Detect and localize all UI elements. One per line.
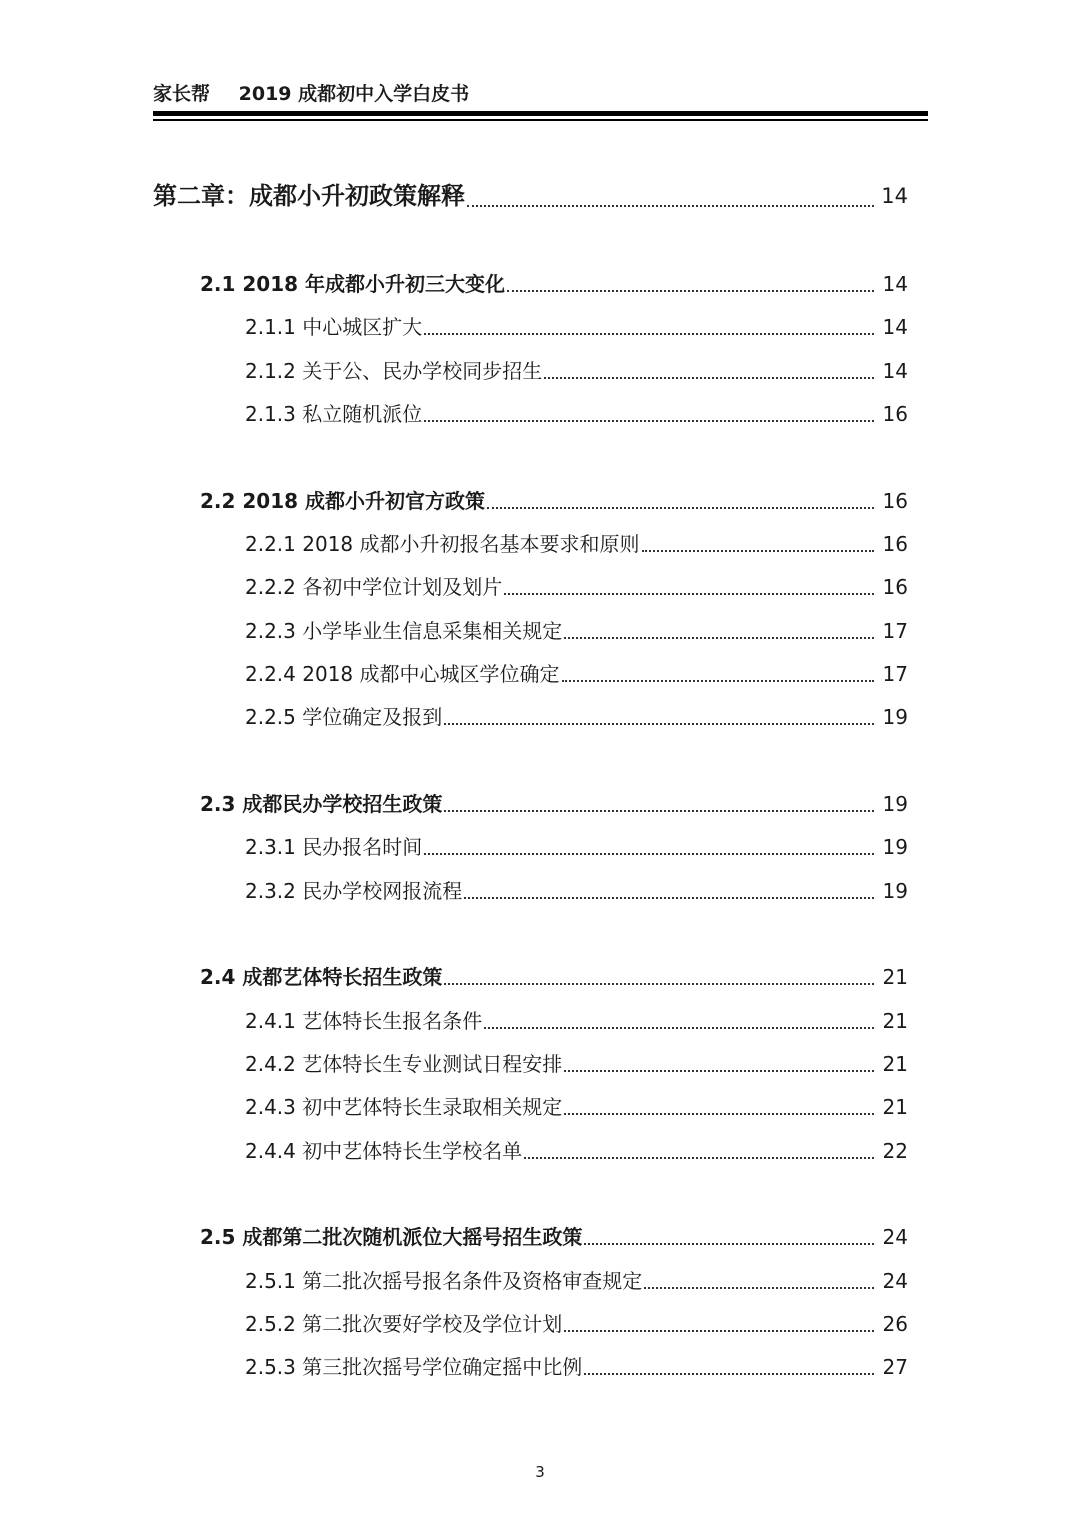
toc-page-number: 26 bbox=[882, 1312, 908, 1336]
toc-page-number: 17 bbox=[882, 662, 908, 686]
toc-page-number: 16 bbox=[882, 489, 908, 513]
toc-dot-leader bbox=[564, 1113, 874, 1115]
toc-page-number: 14 bbox=[882, 272, 908, 296]
toc-subsection[interactable] bbox=[245, 529, 908, 559]
toc-entry-title: 2.3 成都民办学校招生政策 bbox=[200, 792, 443, 816]
toc-section[interactable] bbox=[200, 789, 908, 819]
toc-subsection[interactable] bbox=[245, 1352, 908, 1382]
toc-dot-leader bbox=[424, 853, 874, 855]
toc-entry-title: 第二章：成都小升初政策解释 bbox=[153, 182, 465, 210]
toc-dot-leader bbox=[564, 637, 874, 639]
toc-dot-leader bbox=[524, 1157, 874, 1159]
toc-page-number: 27 bbox=[882, 1355, 908, 1379]
toc-subsection[interactable] bbox=[245, 572, 908, 602]
toc-entry-title: 2.4.2 艺体特长生专业测试日程安排 bbox=[245, 1052, 563, 1076]
toc-dot-leader bbox=[642, 550, 874, 552]
toc-entry-title: 2.2.1 2018 成都小升初报名基本要求和原则 bbox=[245, 532, 640, 556]
toc-entry-title: 2.4.4 初中艺体特长生学校名单 bbox=[245, 1139, 523, 1163]
toc-page-number: 16 bbox=[882, 402, 908, 426]
toc-entry-title: 2.1.2 关于公、民办学校同步招生 bbox=[245, 359, 543, 383]
toc-dot-leader bbox=[444, 723, 874, 725]
toc-entry-title: 2.5.1 第二批次摇号报名条件及资格审查规定 bbox=[245, 1269, 643, 1293]
toc-section[interactable] bbox=[200, 1222, 908, 1252]
toc-subsection[interactable] bbox=[245, 1309, 908, 1339]
toc-page-number: 19 bbox=[882, 835, 908, 859]
toc-dot-leader bbox=[544, 377, 874, 379]
toc-dot-leader bbox=[562, 680, 874, 682]
toc-section[interactable] bbox=[200, 269, 908, 299]
toc-dot-leader bbox=[564, 1070, 874, 1072]
toc-entry-title: 2.3.1 民办报名时间 bbox=[245, 835, 423, 859]
toc-subsection[interactable] bbox=[245, 1049, 908, 1079]
toc-entry-title: 2.2.5 学位确定及报到 bbox=[245, 705, 443, 729]
toc-entry-title: 2.2.3 小学毕业生信息采集相关规定 bbox=[245, 619, 563, 643]
toc-subsection[interactable] bbox=[245, 832, 908, 862]
toc-page-number: 19 bbox=[882, 705, 908, 729]
toc-subsection[interactable] bbox=[245, 399, 908, 429]
toc-subsection[interactable] bbox=[245, 1136, 908, 1166]
toc-page-number: 14 bbox=[881, 184, 908, 208]
toc-entry-title: 2.4 成都艺体特长招生政策 bbox=[200, 965, 443, 989]
toc-page-number: 21 bbox=[882, 965, 908, 989]
toc-entry-title: 2.1 2018 年成都小升初三大变化 bbox=[200, 272, 506, 296]
page-number: 3 bbox=[535, 1463, 545, 1481]
toc-dot-leader bbox=[644, 1287, 874, 1289]
toc-dot-leader bbox=[424, 333, 874, 335]
toc-entry-title: 2.2 2018 成都小升初官方政策 bbox=[200, 489, 486, 513]
toc-page-number: 17 bbox=[882, 619, 908, 643]
toc-section[interactable] bbox=[200, 962, 908, 992]
toc-dot-leader bbox=[444, 810, 874, 812]
toc-entry-title: 2.3.2 民办学校网报流程 bbox=[245, 879, 463, 903]
toc-subsection[interactable] bbox=[245, 1266, 908, 1296]
toc-entry-title: 2.5 成都第二批次随机派位大摇号招生政策 bbox=[200, 1225, 583, 1249]
toc-page-number: 24 bbox=[882, 1225, 908, 1249]
toc-subsection[interactable] bbox=[245, 702, 908, 732]
toc-chapter[interactable] bbox=[153, 178, 908, 214]
toc-entry-title: 2.4.3 初中艺体特长生录取相关规定 bbox=[245, 1095, 563, 1119]
toc-dot-leader bbox=[564, 1330, 874, 1332]
toc-subsection[interactable] bbox=[245, 312, 908, 342]
toc-subsection[interactable] bbox=[245, 356, 908, 386]
toc-subsection[interactable] bbox=[245, 1006, 908, 1036]
toc-dot-leader bbox=[467, 205, 874, 207]
toc-entry-title: 2.1.1 中心城区扩大 bbox=[245, 315, 423, 339]
toc-entry-title: 2.5.2 第二批次要好学校及学位计划 bbox=[245, 1312, 563, 1336]
toc-page-number: 22 bbox=[882, 1139, 908, 1163]
toc-entry-title: 2.5.3 第三批次摇号学位确定摇中比例 bbox=[245, 1355, 583, 1379]
toc-page-number: 16 bbox=[882, 575, 908, 599]
toc-page-number: 19 bbox=[882, 792, 908, 816]
toc-page-number: 21 bbox=[882, 1009, 908, 1033]
toc-page-number: 14 bbox=[882, 359, 908, 383]
toc-subsection[interactable] bbox=[245, 876, 908, 906]
toc-page-number: 16 bbox=[882, 532, 908, 556]
toc-page-number: 21 bbox=[882, 1095, 908, 1119]
toc-dot-leader bbox=[424, 420, 874, 422]
toc-dot-leader bbox=[584, 1243, 874, 1245]
toc-page-number: 24 bbox=[882, 1269, 908, 1293]
toc-entry-title: 2.1.3 私立随机派位 bbox=[245, 402, 423, 426]
toc-entry-title: 2.2.2 各初中学位计划及划片 bbox=[245, 575, 503, 599]
toc-page-number: 19 bbox=[882, 879, 908, 903]
toc-page-number: 14 bbox=[882, 315, 908, 339]
header-title: 2019 成都初中入学白皮书 bbox=[238, 83, 470, 105]
toc-dot-leader bbox=[484, 1027, 874, 1029]
toc-subsection[interactable] bbox=[245, 659, 908, 689]
toc-entry-title: 2.2.4 2018 成都中心城区学位确定 bbox=[245, 662, 560, 686]
toc-dot-leader bbox=[584, 1373, 874, 1375]
toc-subsection[interactable] bbox=[245, 1092, 908, 1122]
toc-dot-leader bbox=[444, 983, 874, 985]
toc-dot-leader bbox=[464, 897, 874, 899]
toc-section[interactable] bbox=[200, 486, 908, 516]
toc-page-number: 21 bbox=[882, 1052, 908, 1076]
toc-entry-title: 2.4.1 艺体特长生报名条件 bbox=[245, 1009, 483, 1033]
header-brand: 家长帮 bbox=[153, 83, 211, 105]
toc-dot-leader bbox=[487, 507, 874, 509]
toc-dot-leader bbox=[504, 593, 874, 595]
toc-subsection[interactable] bbox=[245, 616, 908, 646]
toc-dot-leader bbox=[507, 290, 874, 292]
